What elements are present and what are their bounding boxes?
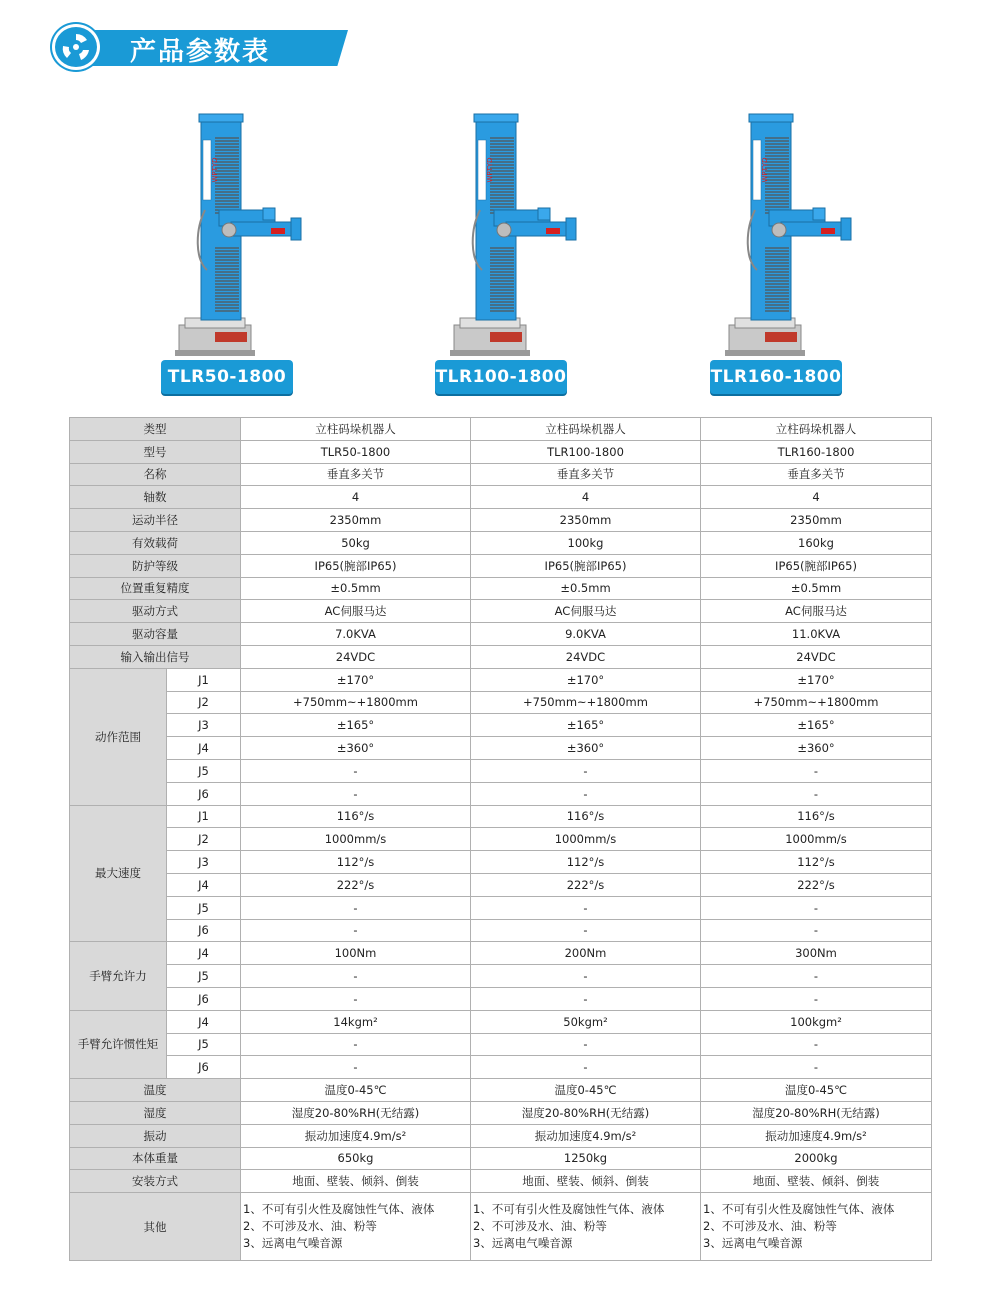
joint-label: J6 [167,782,241,805]
group-label: 手臂允许力 [70,942,167,1010]
cell-value: ±0.5mm [241,577,471,600]
cell-value: - [701,919,932,942]
table-row [70,440,932,463]
cell-value: - [471,919,701,942]
cell-value: 24VDC [471,645,701,668]
model-label: TLR100-1800 [435,360,567,394]
cell-value: 立柱码垛机器人 [701,418,932,441]
joint-label: J5 [167,965,241,988]
model-label: TLR50-1800 [161,360,293,394]
row-label: 位置重复精度 [70,577,241,600]
cell-value: 7.0KVA [241,623,471,646]
joint-label: J5 [167,759,241,782]
joint-label: J1 [167,668,241,691]
joint-label: J2 [167,828,241,851]
cell-value: 4 [701,486,932,509]
row-label: 驱动容量 [70,623,241,646]
cell-value: 垂直多关节 [471,463,701,486]
notes-cell [701,1193,932,1261]
cell-value: 振动加速度4.9m/s² [701,1124,932,1147]
group-label: 最大速度 [70,805,167,942]
cell-value: +750mm~+1800mm [241,691,471,714]
joint-label: J5 [167,896,241,919]
cell-value: 24VDC [701,645,932,668]
table-row [70,896,932,919]
robot-image [155,110,305,360]
joint-label: J4 [167,873,241,896]
cell-value: - [471,896,701,919]
cell-value: 300Nm [701,942,932,965]
cell-value: - [471,1056,701,1079]
cell-value: ±360° [701,737,932,760]
table-row [70,531,932,554]
row-label: 类型 [70,418,241,441]
row-label: 运动半径 [70,509,241,532]
row-label: 湿度 [70,1101,241,1124]
table-row [70,782,932,805]
cell-value: IP65(腕部IP65) [471,554,701,577]
cell-value: 2350mm [701,509,932,532]
cell-value: - [701,896,932,919]
cell-value: 湿度20-80%RH(无结露) [471,1101,701,1124]
cell-value: 9.0KVA [471,623,701,646]
table-row [70,418,932,441]
cell-value: - [701,1033,932,1056]
row-label: 振动 [70,1124,241,1147]
cell-value: TLR160-1800 [701,440,932,463]
row-label: 名称 [70,463,241,486]
joint-label: J6 [167,919,241,942]
cell-value: +750mm~+1800mm [471,691,701,714]
cell-value: 垂直多关节 [241,463,471,486]
note-line: 3、远离电气噪音源 [703,1236,803,1251]
cell-value: 垂直多关节 [701,463,932,486]
table-row [70,1079,932,1102]
table-row [70,554,932,577]
cell-value: ±170° [471,668,701,691]
cell-value: - [241,1033,471,1056]
joint-label: J4 [167,737,241,760]
table-row [70,463,932,486]
cell-value: 地面、壁装、倾斜、倒装 [471,1170,701,1193]
row-label: 输入输出信号 [70,645,241,668]
cell-value: 50kgm² [471,1010,701,1033]
table-row [70,1170,932,1193]
cell-value: ±360° [241,737,471,760]
cell-value: 2350mm [471,509,701,532]
table-row [70,623,932,646]
cell-value: - [471,782,701,805]
table-row [70,1056,932,1079]
cell-value: 11.0KVA [701,623,932,646]
note-line: 1、不可有引火性及腐蚀性气体、液体 [473,1202,665,1217]
cell-value: - [471,987,701,1010]
table-row [70,645,932,668]
table-row [70,965,932,988]
cell-value: - [701,782,932,805]
table-row [70,805,932,828]
notes-cell [241,1193,471,1261]
model-label: TLR160-1800 [710,360,842,394]
svg-text:WPTYD: WPTYD [761,157,769,183]
cell-value: IP65(腕部IP65) [701,554,932,577]
note-line: 3、远离电气噪音源 [473,1236,573,1251]
cell-value: 4 [241,486,471,509]
note-line: 2、不可涉及水、油、粉等 [703,1219,837,1234]
cell-value: 24VDC [241,645,471,668]
cell-value: 1000mm/s [471,828,701,851]
note-line: 2、不可涉及水、油、粉等 [243,1219,377,1234]
table-row [70,1101,932,1124]
row-label: 防护等级 [70,554,241,577]
cell-value: 温度0-45℃ [241,1079,471,1102]
cell-value: 1000mm/s [701,828,932,851]
table-row [70,1147,932,1170]
row-label: 轴数 [70,486,241,509]
cell-value: 4 [471,486,701,509]
spec-table [69,417,932,1261]
cell-value: 温度0-45℃ [471,1079,701,1102]
cell-value: 100kgm² [701,1010,932,1033]
cell-value: 116°/s [701,805,932,828]
cell-value: 湿度20-80%RH(无结露) [241,1101,471,1124]
table-row [70,1124,932,1147]
row-label: 有效载荷 [70,531,241,554]
cell-value: 100Nm [241,942,471,965]
joint-label: J2 [167,691,241,714]
cell-value: 振动加速度4.9m/s² [241,1124,471,1147]
row-label: 本体重量 [70,1147,241,1170]
page-header [52,24,302,70]
cell-value: 112°/s [701,851,932,874]
cell-value: - [701,759,932,782]
cell-value: 112°/s [241,851,471,874]
cell-value: ±0.5mm [471,577,701,600]
joint-label: J6 [167,1056,241,1079]
cell-value: 振动加速度4.9m/s² [471,1124,701,1147]
cell-value: - [241,965,471,988]
cell-value: ±360° [471,737,701,760]
cell-value: 222°/s [471,873,701,896]
joint-label: J1 [167,805,241,828]
group-label: 手臂允许惯性矩 [70,1010,167,1078]
table-row [70,987,932,1010]
cell-value: - [241,759,471,782]
joint-label: J3 [167,714,241,737]
table-row [70,577,932,600]
cell-value: - [241,782,471,805]
cell-value: 160kg [701,531,932,554]
cell-value: +750mm~+1800mm [701,691,932,714]
cell-value: - [241,987,471,1010]
cell-value: 温度0-45℃ [701,1079,932,1102]
table-row [70,509,932,532]
cell-value: 116°/s [471,805,701,828]
cell-value: AC伺服马达 [241,600,471,623]
table-row [70,851,932,874]
cell-value: - [241,1056,471,1079]
cell-value: 立柱码垛机器人 [471,418,701,441]
cell-value: 湿度20-80%RH(无结露) [701,1101,932,1124]
svg-text:WPTYD: WPTYD [486,157,494,183]
joint-label: J3 [167,851,241,874]
table-row-notes [70,1193,932,1261]
cell-value: - [471,759,701,782]
cell-value: 222°/s [701,873,932,896]
cell-value: 2000kg [701,1147,932,1170]
cell-value: ±165° [471,714,701,737]
joint-label: J4 [167,942,241,965]
cell-value: - [471,965,701,988]
note-line: 2、不可涉及水、油、粉等 [473,1219,607,1234]
cell-value: - [701,1056,932,1079]
cell-value: ±165° [241,714,471,737]
cell-value: TLR100-1800 [471,440,701,463]
table-row [70,486,932,509]
note-line: 1、不可有引火性及腐蚀性气体、液体 [703,1202,895,1217]
cell-value: 100kg [471,531,701,554]
cell-value: ±0.5mm [701,577,932,600]
table-row [70,600,932,623]
table-row [70,668,932,691]
table-row [70,714,932,737]
table-row [70,759,932,782]
group-label: 动作范围 [70,668,167,805]
robot-image [705,110,855,360]
joint-label: J6 [167,987,241,1010]
table-row [70,873,932,896]
joint-label: J5 [167,1033,241,1056]
robot-image [430,110,580,360]
cell-value: 立柱码垛机器人 [241,418,471,441]
brand-logo-icon [52,24,100,70]
cell-value: 650kg [241,1147,471,1170]
cell-value: 116°/s [241,805,471,828]
cell-value: ±165° [701,714,932,737]
cell-value: - [471,1033,701,1056]
page-title: 产品参数表 [130,37,271,67]
cell-value: 1250kg [471,1147,701,1170]
cell-value: 14kgm² [241,1010,471,1033]
cell-value: 地面、壁装、倾斜、倒装 [241,1170,471,1193]
table-row [70,737,932,760]
cell-value: 地面、壁装、倾斜、倒装 [701,1170,932,1193]
cell-value: - [701,987,932,1010]
cell-value: 200Nm [471,942,701,965]
row-label: 其他 [70,1193,241,1261]
cell-value: 222°/s [241,873,471,896]
cell-value: 50kg [241,531,471,554]
cell-value: - [701,965,932,988]
cell-value: 1000mm/s [241,828,471,851]
row-label: 安装方式 [70,1170,241,1193]
table-row [70,942,932,965]
row-label: 驱动方式 [70,600,241,623]
cell-value: AC伺服马达 [471,600,701,623]
row-label: 型号 [70,440,241,463]
cell-value: ±170° [241,668,471,691]
table-row [70,691,932,714]
cell-value: TLR50-1800 [241,440,471,463]
note-line: 1、不可有引火性及腐蚀性气体、液体 [243,1202,435,1217]
cell-value: AC伺服马达 [701,600,932,623]
note-line: 3、远离电气噪音源 [243,1236,343,1251]
joint-label: J4 [167,1010,241,1033]
table-row [70,919,932,942]
row-label: 温度 [70,1079,241,1102]
svg-text:WPTYD: WPTYD [211,157,219,183]
cell-value: IP65(腕部IP65) [241,554,471,577]
cell-value: 112°/s [471,851,701,874]
notes-cell [471,1193,701,1261]
table-row [70,1033,932,1056]
table-row [70,828,932,851]
cell-value: 2350mm [241,509,471,532]
cell-value: ±170° [701,668,932,691]
table-row [70,1010,932,1033]
cell-value: - [241,896,471,919]
cell-value: - [241,919,471,942]
